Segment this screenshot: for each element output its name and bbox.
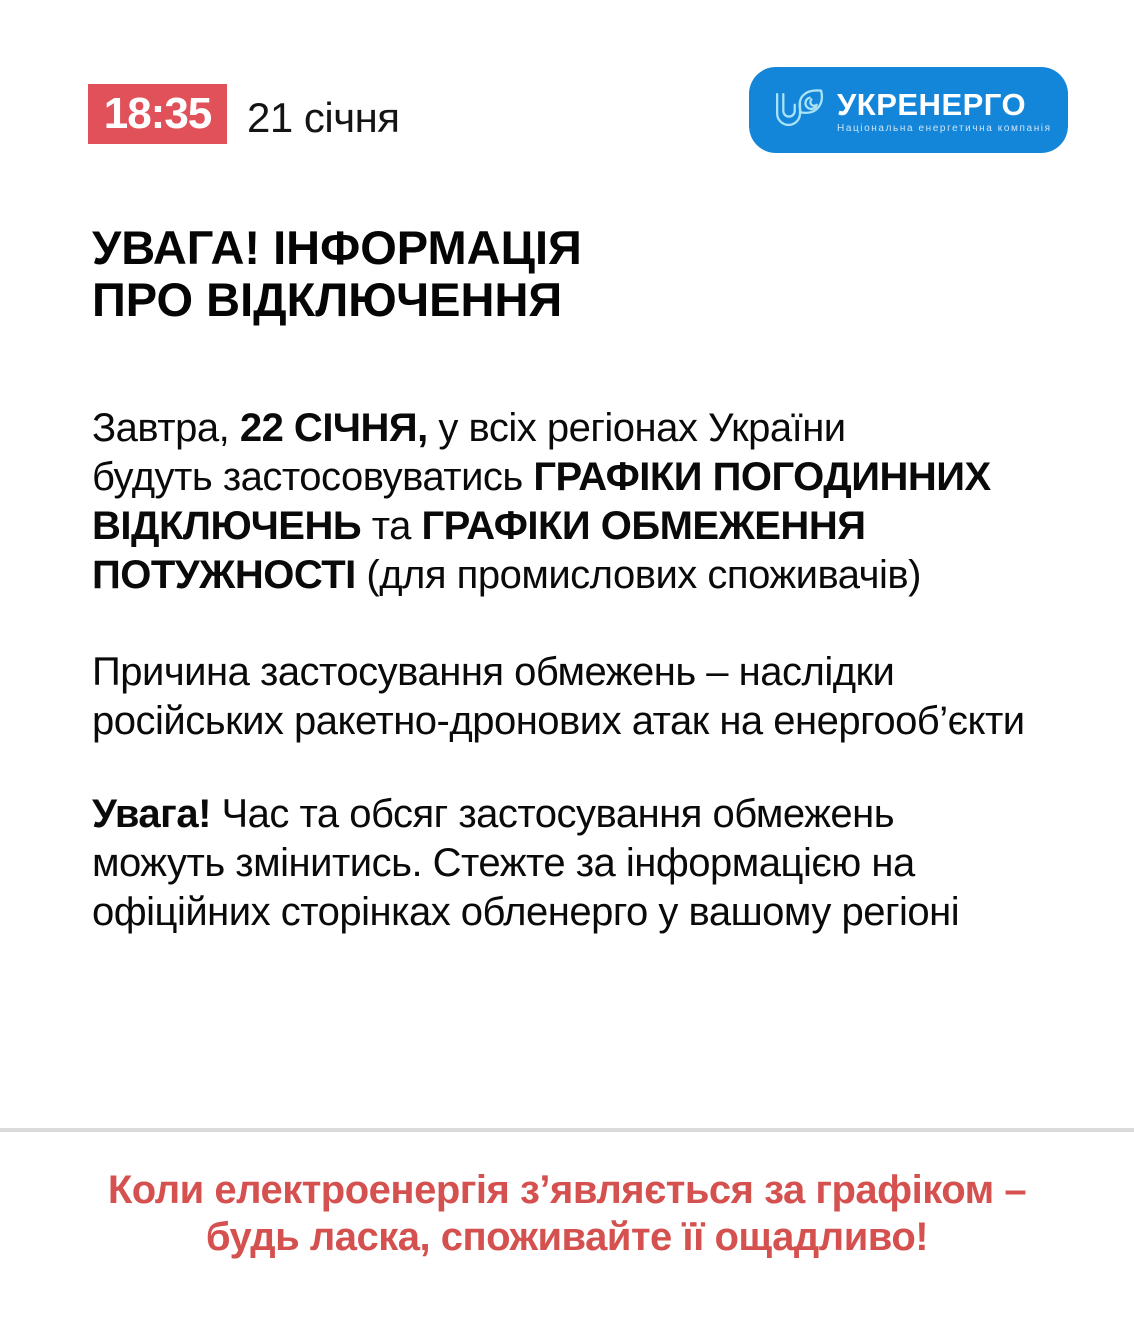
footer-line-1: Коли електроенергія з’являється за графіком –	[107, 1168, 1027, 1212]
page-title	[92, 222, 582, 326]
ukrenergo-logo	[749, 67, 1068, 153]
text-line: Причина застосування обмежень – наслідки	[92, 650, 895, 694]
text-segment-bold: 22 СІЧНЯ,	[239, 406, 428, 450]
text-line: офіційних сторінках обленерго у вашому регіоні	[92, 890, 960, 934]
text-segment: (для промислових споживачів)	[355, 553, 921, 597]
text-line	[92, 502, 991, 551]
paragraph-warning	[92, 790, 959, 937]
text-segment-bold: ВІДКЛЮЧЕНЬ	[92, 504, 362, 548]
title-line-1: УВАГА! ІНФОРМАЦІЯ	[92, 221, 582, 274]
time-text: 18:35	[103, 89, 212, 138]
time-badge	[88, 84, 227, 144]
paragraph-schedule-announcement	[92, 404, 991, 600]
ukrenergo-u-leaf-icon	[771, 85, 829, 135]
text-line	[92, 404, 991, 453]
text-segment: Час та обсяг застосування обмежень	[210, 792, 895, 836]
text-line	[92, 453, 991, 502]
logo-name: УКРЕНЕРГО	[837, 86, 1027, 122]
text-segment-bold: ГРАФІКИ ПОГОДИННИХ	[533, 455, 991, 499]
text-segment-bold: Увага!	[92, 792, 211, 836]
text-segment: Завтра,	[92, 406, 240, 450]
text-line: можуть змінитись. Стежте за інформацією на	[92, 841, 915, 885]
text-segment-bold: ПОТУЖНОСТІ	[92, 553, 356, 597]
text-line: російських ракетно-дронових атак на енергооб’єкти	[92, 699, 1025, 743]
text-segment: у всіх регіонах України	[427, 406, 846, 450]
footer-line-2: будь ласка, споживайте її ощадливо!	[205, 1215, 929, 1259]
paragraph-cause	[92, 648, 1025, 746]
text-segment: та	[361, 504, 422, 548]
logo-tagline: Національна енергетична компанія	[837, 122, 1052, 134]
text-segment-bold: ГРАФІКИ ОБМЕЖЕННЯ	[421, 504, 866, 548]
text-segment: будуть застосовуватись	[92, 455, 534, 499]
footer-save-energy-note	[0, 1167, 1134, 1261]
text-line	[92, 790, 959, 839]
divider-line	[0, 1128, 1134, 1132]
date-text: 21 січня	[247, 94, 400, 141]
logo-text-block	[837, 86, 1052, 134]
text-line	[92, 551, 991, 600]
title-line-2: ПРО ВІДКЛЮЧЕННЯ	[92, 273, 563, 326]
